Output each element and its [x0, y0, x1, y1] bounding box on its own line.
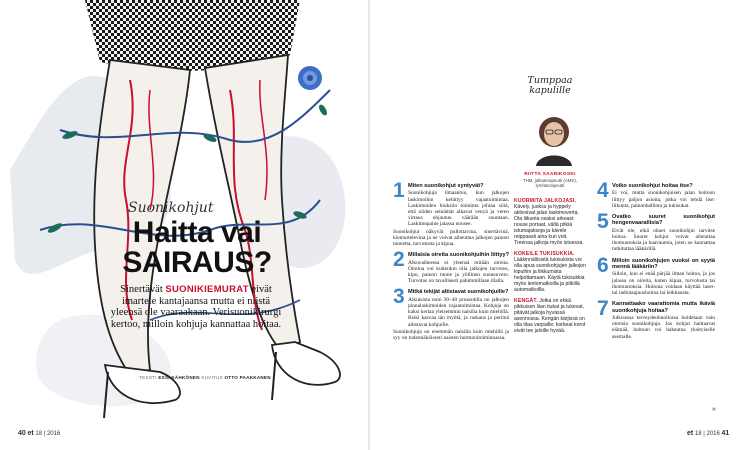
tip-label: KUORMITA JALKOJASI.: [514, 198, 577, 204]
qa-item-3: [393, 285, 509, 342]
qa-answer: Julkisessa terveydenhuollossa hoidetaan vain oireisia suonikohjuja. Jos kohjut haittaavat elämää, hoitoon voi hakeutua yksityiselle asemalle.: [612, 315, 715, 340]
qa-answer: Aikuisista noin 30–40 prosentilla on jalkojen pinnalaskimoiden vajaatoimintaa. Kohjuja on kaksi kertaa yleisemmin naisilla kuin miehillä. Riski kasvaa iän myötä, ja raskaus ja perimä altistavat kohjuille.: [408, 296, 509, 328]
article-credits: [100, 375, 310, 380]
article-deck: [110, 284, 282, 330]
folio-right: [687, 430, 729, 437]
folio-left-number: 40: [18, 430, 26, 437]
continue-marker: »: [712, 406, 716, 413]
qa-number: 1: [393, 179, 405, 202]
qa-answer-continued: Suonikohjut näkyvät pullottavina, sinertävinä, kiemurtelevina ja ne voivat aiheuttaa jalkojen painon tunnetta, turvotusta ja kipua.: [393, 228, 509, 248]
qa-number: 6: [597, 253, 609, 277]
qa-number: 7: [597, 297, 609, 321]
credit-illus-name: OTTO PAAKKANEN: [224, 375, 271, 380]
tip-item: [514, 198, 586, 246]
qa-number: 5: [597, 210, 609, 234]
qa-answer: Eivät ole, eikä ohuet suonikohjut tarvitse hoitoa. Suuret kohjut voivat aiheuttaa ihomuutoksia ja haavaumia, joten ne kannattaa tutkituttaa lääkärillä.: [612, 227, 715, 253]
qa-question: Kannattaako vaarattomia mutta ikäviä suonikohjuja hoitaa?: [612, 301, 715, 314]
qa-item-2: [393, 248, 510, 285]
qa-item-7: [597, 297, 715, 340]
qa-column-right: [597, 179, 715, 345]
tip-item: [514, 298, 586, 334]
qa-item-4: [597, 179, 715, 209]
qa-number: 2: [393, 248, 405, 272]
tips-column: [514, 198, 586, 339]
expert-role: THM, jalkaterapeutti (AMK), lymfaterapeutti: [522, 178, 578, 188]
qa-number: 4: [597, 179, 609, 202]
folio-right-mag: et: [687, 430, 694, 437]
tip-text: Lääkinnällisistä tukisukista voi olla apua suonikohjujen jalkojen kipuihin ja liikkumista helpottamaan. Käytä tukisukkia myös lentomatkoilla ja pitkillä automatkoilla.: [514, 257, 586, 293]
qa-question: Ovatko suuret suonikohjut hengenvaarallisia?: [612, 214, 715, 227]
deck-text-end: eivät imartele kantajaansa mutta ei niistä yleensä ole vaaraakaan. Verisuonikirurgi kertoo, milloin kohjuja kannattaa hoitaa.: [110, 284, 282, 330]
qa-question: Miten suonikohjut syntyvät?: [408, 183, 484, 189]
qa-item-1: [393, 179, 509, 248]
qa-answer: Silloin, kun ei enää pärjää ilman hoitoa, ja jos jalassa on oireita, kuten kipua, turvotusta tai ihomuutoksia. Hoitona voidaan käyttää laser- tai radiotaajuushoitoa tai leikkausta.: [612, 271, 715, 297]
qa-answer: Alkuvaiheessa ei yleensä mitään oireita. Oireina voi kuitenkin olla jalkojen turvotus, kipu, painon tunne ja yöllinen suonenveto. Turvotus on tavallisesti pahimmillaan illalla.: [408, 259, 509, 285]
tip-text: Kävely, juoksu ja hyppely aktivoivat jalan laskimoverta. Ota liikunta osaksi arkeasi: nouse portaat, vältä pitkiä istumajaksoja ja kävele reippaasti aina kun voit. Treenaa jalkoja myös istuessa.: [514, 204, 584, 246]
deck-text-start: Sinertävät: [120, 284, 163, 295]
credit-text-label: TEKSTI: [139, 375, 157, 380]
folio-left-issue: 18 | 2016: [35, 431, 61, 437]
blue-rose-icon: [298, 66, 322, 90]
tip-label: KOKEILE TUKISUKKIA.: [514, 251, 575, 257]
article-kicker: Suonikohjut: [128, 200, 214, 216]
deck-highlight: SUONIKIEMURAT: [165, 284, 249, 295]
qa-answer: Suonikohjuja ilmaantuu, kun jalkojen laskimoihin kehittyy vajaatoimintaa. Laskimoiden hiuksiin toiminta johtaa siitä, että niiden seinämät alkavat venyä ja veren virtaus ohjautuu väärään suuntaan. Laskimopaine jalassa nousee.: [408, 190, 509, 228]
tip-item: [514, 251, 586, 293]
qa-number: 3: [393, 285, 405, 309]
expert-box-title: Tumppaa kapulille: [527, 75, 573, 96]
folio-left-mag: et: [27, 430, 34, 437]
folio-left: [18, 430, 60, 437]
tip-label: KENGÄT.: [514, 298, 538, 304]
folio-right-number: 41: [721, 430, 730, 437]
qa-question: Voiko suonikohjut hoitaa itse?: [612, 183, 693, 189]
qa-question: Milloin suonikohjujen vuoksi on syytä mennä lääkäriin?: [612, 257, 715, 271]
credit-text-name: ESSI KÄHKÖNEN: [158, 375, 200, 380]
qa-column-left: [393, 179, 510, 346]
folio-right-issue: 18 | 2016: [694, 431, 720, 437]
article-headline: Haitta vai SAIRAUS?: [122, 216, 272, 279]
qa-item-5: [597, 210, 715, 253]
expert-photo: [530, 108, 578, 166]
qa-item-6: [597, 253, 715, 297]
page-gutter: [368, 0, 370, 450]
qa-question: Millaisia oireita suonikohjuihin liittyy?: [408, 252, 510, 259]
qa-answer: Ei voi, mutta suonikohjuisen jalan hoitoon liittyy paljon asioita, jotka voi tehdä itse: liikunta, painonhallinta ja tukisukat.: [612, 190, 715, 209]
qa-question: Mitkä tekijät altistavat suonikohjuille?: [408, 289, 509, 296]
tip-text: Jotka on ehkä pikkuisen liian tiukat ja tukevat, pitävät jalkoja hyvässä asennossa. Kengän kärjissä on olla tilaa varpaille; korkeat korot eivät tee jaloille hyvää.: [514, 298, 586, 334]
expert-name: RIITTA SAARIKOSKI: [524, 172, 576, 177]
qa-answer-continued: Suonikohjuja on enemmän naisilla kuin miehillä ja syy on todennäköisesti naisten hormonitoiminnassa.: [393, 328, 509, 342]
credit-illus-label: KUVITUS: [201, 375, 223, 380]
